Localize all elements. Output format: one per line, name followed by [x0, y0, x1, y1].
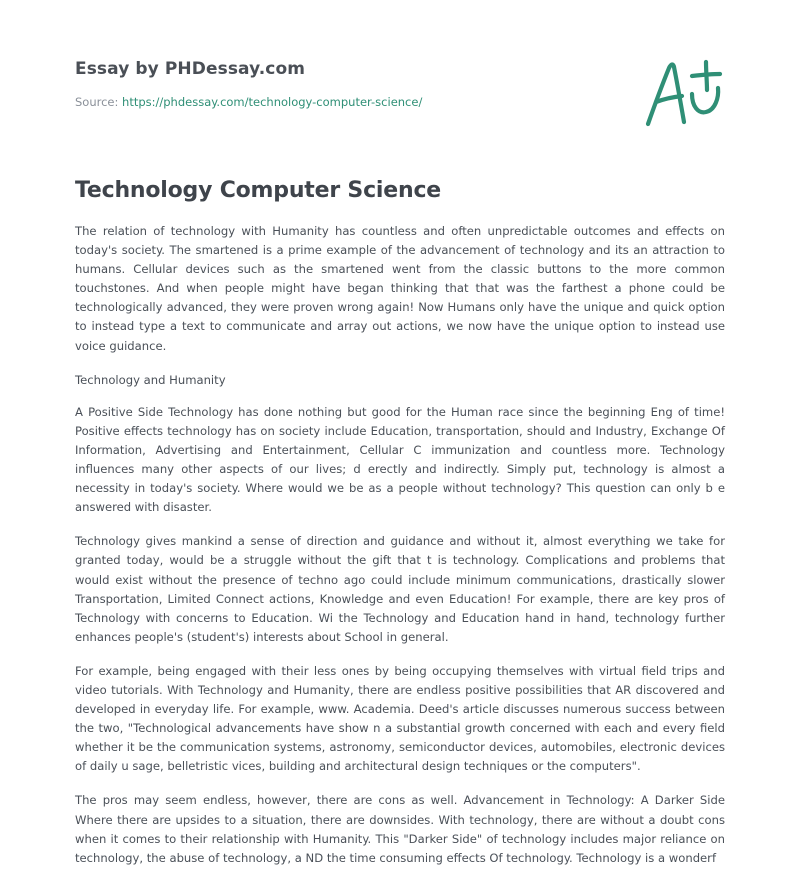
essay-paragraph: The pros may seem endless, however, there are cons as well. Advancement in Technology: A Darker Side Where there are upsides to a situation, there are downsides. With technology, there are without a doubt cons when it comes to their relationship with Humanity. This "Darker Side" of technology includes major reliance on technology, the abuse of technology, a ND the time consuming effects Of technology. Technology is a wonderf	[75, 793, 725, 865]
source-line	[75, 94, 635, 110]
source-link[interactable]: https://phdessay.com/technology-computer-science/	[122, 95, 423, 109]
essay-body	[75, 222, 725, 883]
site-brand: Essay by PHDessay.com	[75, 59, 306, 79]
page-header	[75, 58, 635, 110]
essay-paragraph: For example, being engaged with their less ones by being occupying themselves with virtual field trips and video tutorials. With Technology and Humanity, there are endless positive possibilities that AR discovered and developed in everyday life. For example, www. Academia. Deed's article discusses numerous success between the two, "Technological advancements have show n a substantial growth concerned with each and every field whether it be the communication systems, astronomy, semiconductor devices, automobiles, electronic devices of daily u sage, belletristic vices, building and architectural design techniques or the computers".	[75, 663, 725, 774]
essay-title: Technology Computer Science	[75, 178, 442, 203]
essay-paragraph: A Positive Side Technology has done nothing but good for the Human race since the beginning Eng of time! Positive effects technology has on society include Education, transportation, should and Industry, Exchange Of Information, Advertising and Entertainment, Cellular C immunization and countless more. Technology influences many other aspects of our lives; d erectly and indirectly. Simply put, technology is almost a necessity in today's society. Where would we be as a people without technology? This question can only b e answered with disaster.	[75, 404, 725, 515]
essay-paragraph: Technology gives mankind a sense of direction and guidance and without it, almost everything we take for granted today, would be a struggle without the gift that t is technology. Complications and problems that would exist without the presence of techno ago could include minimum communications, drastically slower Transportation, Limited Connect actions, Knowledge and even Education! For example, there are key pros of Technology with concerns to Education. Wi the Technology and Education hand in hand, technology further enhances people's (student's) interests about School in general.	[75, 534, 725, 644]
essay-subheading: Technology and Humanity	[75, 372, 226, 387]
a-plus-logo-icon	[640, 52, 730, 132]
essay-paragraph: The relation of technology with Humanity has countless and often unpredictable outcomes and effects on today's society. The smartened is a prime example of the advancement of technology and its an attraction to humans. Cellular devices such as the smartened went from the classic buttons to the more common touchstones. And when people might have began thinking that that was the farthest a phone could be technologically advanced, they were proven wrong again! Now Humans only have the unique and quick option to instead type a text to communicate and array out actions, we now have the unique option to instead use voice guidance.	[75, 224, 725, 353]
source-label: Source:	[75, 95, 123, 109]
a-plus-logo-svg	[640, 52, 730, 132]
